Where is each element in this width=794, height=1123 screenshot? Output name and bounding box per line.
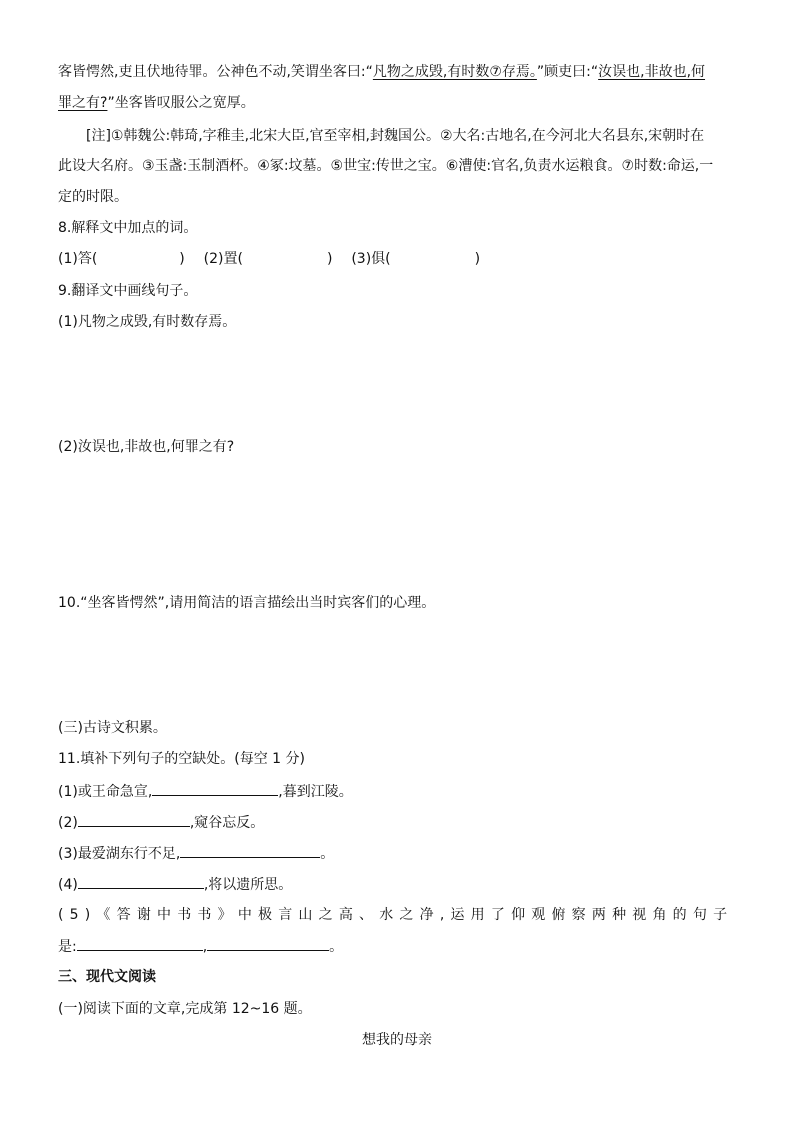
part-3-instruction: (一)阅读下面的文章,完成第 12~16 题。 <box>58 1001 312 1017</box>
passage-text: ”顾吏曰:“ <box>536 64 599 80</box>
q8-item-2: (2)置( <box>203 251 243 267</box>
passage-text: 客皆愕然,吏且伏地待罪。公神色不动,笑谓坐客曰:“ <box>58 64 373 80</box>
q8-item-3: (3)俱( <box>351 251 391 267</box>
item-text: (1)或王命急宣, <box>58 784 153 800</box>
item-text: 。 <box>329 939 344 955</box>
question-9-sentence-1: (1)凡物之成毁,有时数存焉。 <box>58 314 237 330</box>
question-11-item-1 <box>58 781 353 802</box>
q8-item-1: (1)答( <box>58 251 98 267</box>
question-11-item-3 <box>58 843 334 864</box>
question-11-item-5-answer <box>58 936 343 957</box>
fill-blank[interactable] <box>152 781 278 796</box>
question-9-sentence-2: (2)汝误也,非故也,何罪之有? <box>58 439 235 455</box>
question-11-item-5: (5)《答谢中书书》中极言山之高、水之净,运用了仰观俯察两种视角的句子 <box>58 907 734 923</box>
underlined-sentence-2: 汝误也,非故也,何 <box>598 64 706 80</box>
item-text: ,窥谷忘反。 <box>189 815 265 831</box>
paren-close: ) <box>179 251 185 267</box>
question-11-stem: 11.填补下列句子的空缺处。(每空 1 分) <box>58 751 305 767</box>
item-text: , <box>202 939 208 955</box>
item-text: 是: <box>58 939 77 955</box>
notes-line-3: 定的时限。 <box>58 189 128 205</box>
question-8-stem: 8.解释文中加点的词。 <box>58 220 198 236</box>
item-text: ,暮到江陵。 <box>278 784 353 800</box>
item-text: (2) <box>58 815 78 831</box>
underlined-sentence-1: 凡物之成毁,有时数⑦存焉。 <box>372 64 537 80</box>
fill-blank[interactable] <box>180 843 320 858</box>
item-text: (3)最爱湖东行不足, <box>58 846 181 862</box>
question-10-stem: 10.“坐客皆愕然”,请用简洁的语言描绘出当时宾客们的心理。 <box>58 595 436 611</box>
fill-blank[interactable] <box>77 936 203 951</box>
notes-line-1: [注]①韩魏公:韩琦,字稚圭,北宋大臣,官至宰相,封魏国公。②大名:古地名,在今河北大名县东,宋朝时在 <box>86 128 705 144</box>
fill-blank[interactable] <box>78 812 190 827</box>
question-9-stem: 9.翻译文中画线句子。 <box>58 283 198 299</box>
passage-text: ”坐客皆叹服公之宽厚。 <box>107 95 255 111</box>
paren-close: ) <box>326 251 333 267</box>
part-3-heading: 三、现代文阅读 <box>58 969 156 985</box>
question-8-items <box>58 249 480 269</box>
paren-close: ) <box>474 251 481 267</box>
underlined-sentence-2-end: 罪之有? <box>58 95 108 111</box>
section-3-title: (三)古诗文积累。 <box>58 720 167 736</box>
passage-line-2 <box>58 93 255 113</box>
question-11-item-4 <box>58 874 292 895</box>
item-text: (4) <box>58 877 78 893</box>
article-title: 想我的母亲 <box>362 1032 432 1048</box>
fill-blank[interactable] <box>207 936 329 951</box>
passage-line-1 <box>58 62 705 82</box>
fill-blank[interactable] <box>78 874 204 889</box>
notes-line-2: 此设大名府。③玉盏:玉制酒杯。④冢:坟墓。⑤世宝:传世之宝。⑥漕使:官名,负责水运粮食。⑦时数:命运,一 <box>58 158 714 174</box>
question-11-item-2 <box>58 812 264 833</box>
item-text: 。 <box>320 846 335 862</box>
item-text: ,将以遗所思。 <box>203 877 293 893</box>
